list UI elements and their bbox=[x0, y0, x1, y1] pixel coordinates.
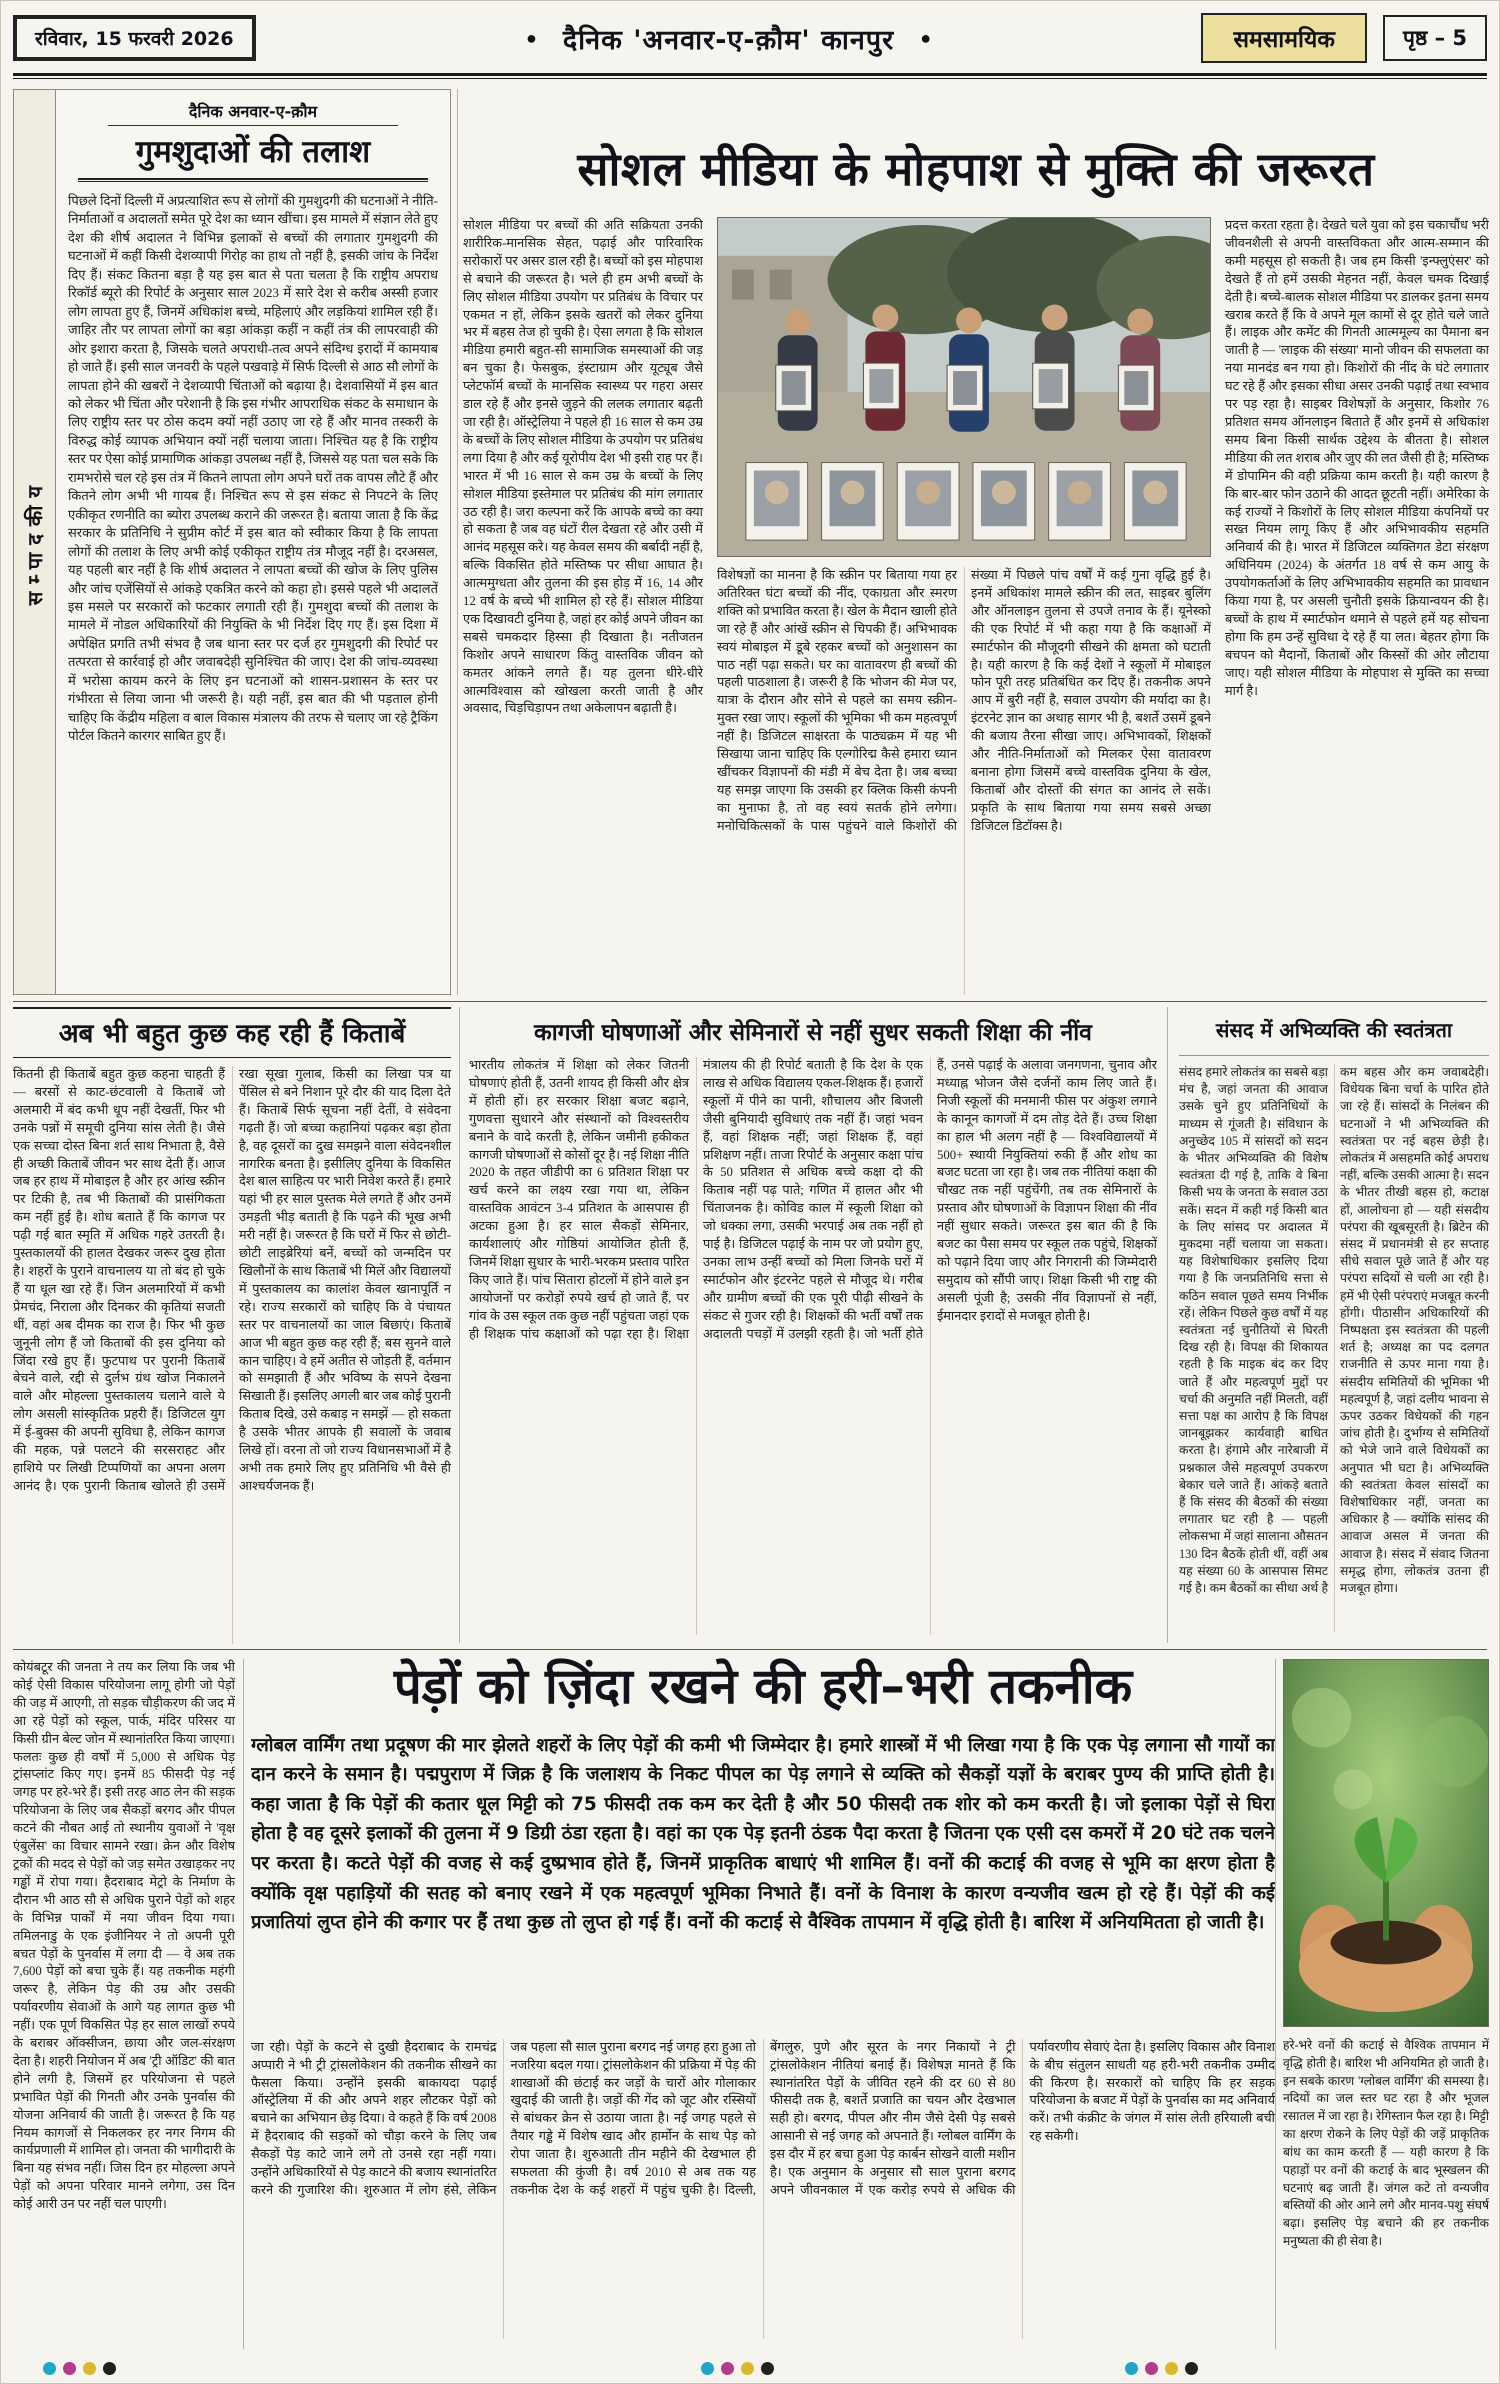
editorial-kicker: दैनिक अनवार-ए-क़ौम bbox=[108, 100, 398, 126]
trees-center bbox=[251, 1655, 1275, 2339]
social-column-left: सोशल मीडिया पर बच्चों की अति सक्रियता उनकी शारीरिक-मानसिक सेहत, पढ़ाई और पारिवारिक सरोकारों पर असर डाल रही है। बच्चों को इस मोहपाश से बचाने की जरूरत है। भले ही हम अभी बच्चों के लिए सोशल मीडिया उपयोग पर प्रतिबंध के विचार पर एकमत न हों, लेकिन इसके खतरों को लेकर दुनिया भर में बहस तेज हो चुकी है। ऐसा लगता है कि सोशल मीडिया हमारी बहुत-सी सामाजिक समस्याओं की जड़ बन चुका है। फेसबुक, इंस्टाग्राम और यूट्यूब जैसे प्लेटफॉर्म बच्चों के मानसिक स्वास्थ्य पर गहरा असर डाल रहे हैं और इनसे जुड़ने की ललक लगातार बढ़ती जा रही है। ऑस्ट्रेलिया ने पहले ही 16 साल से कम उम्र के बच्चों के लिए सोशल मीडिया के उपयोग पर प्रतिबंध लगा दिया है और कई यूरोपीय देश भी इसी राह पर हैं। भारत में भी 16 साल से कम उम्र के बच्चों के लिए सोशल मीडिया इस्तेमाल पर प्रतिबंध की मांग लगातार उठ रही है। जरा कल्पना करें कि आपके बच्चे का क्या हो सकता है जब वह घंटों रील देखता रहे और उसी में आनंद महसूस करे। यह केवल समय की बर्बादी नहीं है, बल्कि विकसित होते मस्तिष्क पर सीधा आघात है। आत्ममुग्धता और तुलना की इस होड़ में 16, 14 और 12 वर्ष के बच्चे भी शामिल हो रहे हैं। सोशल मीडिया एक दिखावटी दुनिया है, जहां हर कोई अपने जीवन का सबसे चमकदार हिस्सा ही दिखाता है। नतीजतन किशोर अपने साधारण किंतु वास्तविक जीवन को कमतर आंकने लगते हैं। यह तुलना धीरे-धीरे आत्मविश्वास को खोखला करती जाती है और अवसाद, चिड़चिड़ापन तथा अकेलापन बढ़ाती है। bbox=[463, 218, 703, 716]
education-headline: कागजी घोषणाओं और सेमिनारों से नहीं सुधर सकती शिक्षा की नींव bbox=[534, 1020, 1092, 1046]
social-headline: सोशल मीडिया के मोहपाश से मुक्ति की जरूरत bbox=[577, 142, 1375, 196]
parliament-body: संसद हमारे लोकतंत्र का सबसे बड़ा मंच है, जहां जनता की आवाज उसके चुने हुए प्रतिनिधियों के माध्यम से गूंजती है। संविधान के अनुच्छेद 105 में सांसदों को सदन के भीतर अभिव्यक्ति की विशेष स्वतंत्रता दी गई है, ताकि वे बिना किसी भय के जनता के सवाल उठा सकें। सदन में कही गई किसी बात के लिए सांसद पर अदालत में मुकदमा नहीं चलाया जा सकता। यह विशेषाधिकार इसलिए दिया गया है कि जनप्रतिनिधि सत्ता से कठिन सवाल पूछते समय निर्भीक रहें। लेकिन पिछले कुछ वर्षों में यह स्वतंत्रता नई चुनौतियों से घिरती दिख रही है। विपक्ष की शिकायत रहती है कि माइक बंद कर दिए जाते हैं और महत्वपूर्ण मुद्दों पर चर्चा की अनुमति नहीं मिलती, वहीं सत्ता पक्ष का आरोप है कि विपक्ष जानबूझकर कार्यवाही बाधित करता है। हंगामे और नारेबाजी में प्रश्नकाल जैसे महत्वपूर्ण उपकरण बेकार चले जाते हैं। आंकड़े बताते हैं कि संसद की बैठकों की संख्या लगातार घट रही है — पहली लोकसभा में जहां सालाना औसतन 130 दिन बैठकें होती थीं, वहीं अब यह संख्या 60 के आसपास सिमट गई है। कम बैठकों का सीधा अर्थ है कम बहस और कम जवाबदेही। विधेयक बिना चर्चा के पारित होते जा रहे हैं। सांसदों के निलंबन की घटनाओं ने भी अभिव्यक्ति की स्वतंत्रता पर नई बहस छेड़ी है। लोकतंत्र में असहमति कोई अपराध नहीं, बल्कि उसकी आत्मा है। सदन के भीतर तीखी बहस हो, कटाक्ष हों, आलोचना हो — यही संसदीय परंपरा की खूबसूरती है। ब्रिटेन की संसद में प्रधानमंत्री से हर सप्ताह सीधे सवाल पूछे जाते हैं और यह परंपरा सदियों से चली आ रही है। हमें भी ऐसी परंपराएं मजबूत करनी होंगी। पीठासीन अधिकारियों की निष्पक्षता इस स्वतंत्रता की पहली शर्त है; अध्यक्ष का पद दलगत राजनीति से ऊपर माना गया है। संसदीय समितियों की भूमिका भी महत्वपूर्ण है, जहां दलीय भावना से ऊपर उठकर विधेयकों की गहन जांच होती है। दुर्भाग्य से समितियों को भेजे जाने वाले विधेयकों का अनुपात भी घटा है। अभिव्यक्ति की स्वतंत्रता केवल सांसदों का विशेषाधिकार नहीं, जनता का अधिकार है — क्योंकि सांसद की आवाज असल में जनता की आवाज है। संसद में संवाद जितना समृद्ध होगा, लोकतंत्र उतना ही मजबूत होगा। bbox=[1179, 1065, 1489, 1596]
seedling-photo-illustration bbox=[1284, 1660, 1488, 2026]
page-number-label: पृष्ठ – 5 bbox=[1402, 26, 1467, 50]
trees-body: जा रही। पेड़ों के कटने से दुखी हैदराबाद के रामचंद्र अप्पारी ने भी ट्री ट्रांसलोकेशन की तकनीक सीखने का फैसला किया। उन्होंने इसकी बाकायदा पढ़ाई ऑस्ट्रेलिया में की और अपने शहर लौटकर पेड़ों को बचाने का अभियान छेड़ दिया। वे कहते हैं कि वर्ष 2008 में हैदराबाद की सड़कों को चौड़ा करने के लिए जब सैकड़ों पेड़ काटे जाने लगे तो उनसे रहा नहीं गया। उन्होंने अधिकारियों से पेड़ काटने की बजाय स्थानांतरित करने की गुजारिश की। शुरुआत में लोग हंसे, लेकिन जब पहला सौ साल पुराना बरगद नई जगह हरा हुआ तो नजरिया बदल गया। ट्रांसलोकेशन की प्रक्रिया में पेड़ की शाखाओं की छंटाई कर जड़ों के चारों ओर गोलाकार खुदाई की जाती है। जड़ों की गेंद को जूट और रस्सियों से बांधकर क्रेन से उठाया जाता है। नई जगह पहले से तैयार गड्ढे में विशेष खाद और हार्मोन के साथ पेड़ को रोपा जाता है। शुरुआती तीन महीने की देखभाल ही सफलता की कुंजी है। वर्ष 2010 से अब तक यह तकनीक देश के कई शहरों में पहुंच चुकी है। दिल्ली, बेंगलुरु, पुणे और सूरत के नगर निकायों ने ट्री ट्रांसलोकेशन नीतियां बनाई हैं। विशेषज्ञ मानते हैं कि स्थानांतरित पेड़ों के जीवित रहने की दर 60 से 80 फीसदी तक है, बशर्ते प्रजाति का चयन और देखभाल सही हो। बरगद, पीपल और नीम जैसे देसी पेड़ सबसे आसानी से नई जगह को अपनाते हैं। ग्लोबल वार्मिंग के इस दौर में हर बचा हुआ पेड़ कार्बन सोखने वाली मशीन है। एक अनुमान के अनुसार सौ साल पुराना बरगद अपने जीवनकाल में एक करोड़ रुपये से अधिक की पर्यावरणीय सेवाएं देता है। इसलिए विकास और विनाश के बीच संतुलन साधती यह हरी-भरी तकनीक उम्मीद की किरण है। सरकारों को चाहिए कि हर सड़क परियोजना के बजट में पेड़ों के पुनर्वास का मद अनिवार्य करें। तभी कंक्रीट के जंगल में सांस लेती हरियाली बची रह सकेगी। bbox=[251, 2039, 1275, 2197]
column-divider bbox=[457, 89, 458, 995]
vigil-photo bbox=[717, 217, 1211, 557]
editorial-title-rule bbox=[78, 178, 428, 182]
registration-marks-icon bbox=[43, 2362, 116, 2375]
parliament-article bbox=[1179, 1007, 1489, 1643]
vigil-photo-illustration bbox=[718, 218, 1210, 556]
education-article bbox=[469, 1007, 1157, 1643]
registration-marks-icon bbox=[701, 2362, 774, 2375]
parliament-headline: संसद में अभिव्यक्ति की स्वतंत्रता bbox=[1179, 1007, 1489, 1056]
books-body: कितनी ही किताबें बहुत कुछ कहना चाहती हैं — बरसों से काट-छंटवाली वे किताबें जो अलमारी में बंद कभी धूप नहीं देखतीं, फिर भी उनके पन्नों में समूची दुनिया सांस लेती है। जैसे एक सच्चा दोस्त बिना शर्त साथ निभाता है, वैसे ही अच्छी किताबें जीवन भर साथ देती हैं। आज जब हर हाथ में मोबाइल है और हर आंख स्क्रीन पर टिकी है, तब भी किताबों की प्रासंगिकता कम नहीं हुई है। शोध बताते हैं कि कागज पर पढ़ी गई बात स्मृति में अधिक गहरे उतरती है। पुस्तकालयों की हालत देखकर जरूर दुख होता है। शहरों के पुराने वाचनालय या तो बंद हो चुके हैं या धूल खा रहे हैं। जिन अलमारियों में कभी प्रेमचंद, निराला और दिनकर की कृतियां सजती थीं, वहां अब दीमक का राज है। फिर भी कुछ जुनूनी लोग हैं जो किताबों की इस दुनिया को जिंदा रखे हुए हैं। फुटपाथ पर पुरानी किताबें बेचने वाले, रद्दी से दुर्लभ ग्रंथ खोज निकालने वाले और मोहल्ला पुस्तकालय चलाने वाले ये लोग असली सांस्कृतिक प्रहरी हैं। डिजिटल युग में ई-बुक्स की अपनी सुविधा है, लेकिन कागज की महक, पन्ने पलटने की सरसराहट और हाशिये पर लिखी टिप्पणियों का अपना अलग आनंद है। एक पुरानी किताब खोलते ही उसमें रखा सूखा गुलाब, किसी का लिखा पत्र या पेंसिल से बने निशान पूरे दौर की याद दिला देते हैं। किताबें सिर्फ सूचना नहीं देतीं, वे संवेदना गढ़ती हैं। जो बच्चा कहानियां पढ़कर बड़ा होता है, वह दूसरों का दुख समझने वाला संवेदनशील नागरिक बनता है। इसीलिए दुनिया के विकसित देश बाल साहित्य पर भारी निवेश करते हैं। हमारे यहां भी हर साल पुस्तक मेले लगते हैं और उनमें उमड़ती भीड़ बताती है कि पढ़ने की भूख अभी मरी नहीं है। जरूरत है कि घरों में फिर से छोटी-छोटी लाइब्रेरियां बनें, बच्चों को जन्मदिन पर खिलौनों के साथ किताबें भी मिलें और विद्यालयों में पुस्तकालय का कालांश केवल खानापूर्ति न रहे। राज्य सरकारों को चाहिए कि वे पंचायत स्तर पर वाचनालयों का जाल बिछाएं। किताबें आज भी बहुत कुछ कह रही हैं; बस सुनने वाले कान चाहिए। वे हमें अतीत से जोड़ती हैं, वर्तमान को समझाती हैं और भविष्य के सपने देखना सिखाती हैं। इसलिए अगली बार जब कोई पुरानी किताब दिखे, उसे कबाड़ न समझें — हो सकता है उसके भीतर आपके ही सवालों के जवाब लिखे हों। वरना तो जो राज्य विधानसभाओं में है अभी तक हमारे लिए हुए प्रतिनिधि भी वैसे ही आश्चर्यजनक हैं। bbox=[13, 1067, 451, 1493]
bullet-icon: ● bbox=[920, 27, 932, 48]
editorial-body: पिछले दिनों दिल्ली में अप्रत्याशित रूप से लोगों की गुमशुदगी की घटनाओं ने नीति-निर्माताओं व अदालतों समेत पूरे देश का ध्यान खींचा। इस मामले में संज्ञान लेते हुए देश की शीर्ष अदालत ने विभिन्न इलाकों से बच्चों की लगातार गुमशुदगी की घटनाओं में कहीं किसी देशव्यापी गिरोह का हाथ तो नहीं है, इसकी जांच के निर्देश दिए हैं। संकट कितना बड़ा है यह इस बात से पता चलता है कि राष्ट्रीय अपराध रिकॉर्ड ब्यूरो की रिपोर्ट के अनुसार साल 2023 में सारे देश से करीब अस्सी हजार लोग लापता हुए हैं, जिनमें अधिकांश बच्चे, महिलाएं और लड़कियां शामिल रही हैं। जाहिर तौर पर लापता लोगों का बड़ा आंकड़ा कहीं न कहीं तंत्र की लापरवाही की ओर इशारा करता है, जिसके चलते अपराधी-तत्व अपने संदिग्ध इरादों में कामयाब हो जाते हैं। इसी साल जनवरी के पहले पखवाड़े में सिर्फ दिल्ली से आठ सौ लोगों के लापता होने की खबरों ने देशव्यापी चिंताओं को बढ़ाया है। देशवासियों में इस बात को लेकर भी चिंता और परेशानी है कि इस गंभीर आपराधिक संकट के समाधान के लिए राष्ट्रीय स्तर पर ठोस कदम क्यों नहीं उठाए जा रहे हैं और मानव तस्करी के विरुद्ध कोई व्यापक अभियान क्यों नहीं चलाया जाता। निश्चित यह है कि राष्ट्रीय स्तर पर ऐसा कोई प्रामाणिक आंकड़ा उपलब्ध नहीं है, जिससे यह पता चल सके कि रामभरोसे चल रहे इस तंत्र में कितने लापता लोग अपने घरों तक वापस लौटे हैं और कितने लोग अभी भी गायब हैं। निश्चित रूप से इस संकट से निपटने के लिए एकीकृत रणनीति का ब्योरा उपलब्ध कराने की जरूरत है। बताया जाता है कि केंद्र सरकार के प्रतिनिधि ने सुप्रीम कोर्ट में इस बात को स्वीकार किया है कि लापता लोगों की तलाश के लिए अभी कोई एकीकृत राष्ट्रीय तंत्र मौजूद नहीं है। दरअसल, यह पहली बार नहीं है कि शीर्ष अदालत ने लापता बच्चों की खोज के लिए पुलिस और जांच एजेंसियों से आंकड़े एकत्रित करने को कहा हो। इससे पहले भी अदालतें इस मसले पर सरकारों को फटकार लगाती रही हैं। गुमशुदा बच्चों की तलाश के मामले में नोडल अधिकारियों की नियुक्ति के भी निर्देश दिए गए हैं। इस दिशा में अपेक्षित प्रगति तभी संभव है जब थाना स्तर पर दर्ज हर गुमशुदगी की रिपोर्ट पर तत्परता से कार्रवाई हो और जवाबदेही सुनिश्चित की जाए। देश की जांच-व्यवस्था में भरोसा कायम करने के लिए इन घटनाओं को शासन-प्रशासन के स्तर पर गंभीरता से लिया जाना भी जरूरी है। यही नहीं, इस बात की भी पड़ताल होनी चाहिए कि केंद्रीय महिला व बाल विकास मंत्रालय की तरफ से चलाए जा रहे ट्रैकिंग पोर्टल कितने कारगर साबित हुए हैं। bbox=[68, 193, 438, 744]
trees-lead: ग्लोबल वार्मिंग तथा प्रदूषण की मार झेलते शहरों के लिए पेड़ों की कमी भी जिम्मेदार है। हमारे शास्त्रों में भी लिखा गया है कि एक पेड़ लगाना सौ गायों का दान करने के समान है। पद्मपुराण में जिक्र है कि जलाशय के निकट पीपल का पेड़ लगाने से व्यक्ति को सैकड़ों यज्ञों के बराबर पुण्य की प्राप्ति होती है। कहा जाता है कि पेड़ों की कतार धूल मिट्टी को 75 फीसदी तक कम कर देती है और 50 फीसदी तक शोर को कम करती है। जो इलाका पेड़ों से घिरा होता है वह दूसरे इलाकों की तुलना में 9 डिग्री ठंडा रहता है। वहां का एक पेड़ इतनी ठंडक पैदा करता है जितना एक एसी दस कमरों में 20 घंटे तक चलने पर करता है। कटते पेड़ों की वजह से कई दुष्प्रभाव होते हैं, जिनमें प्राकृतिक बाधाएं भी शामिल हैं। वनों की कटाई की वजह से भूमि का क्षरण होता है क्योंकि वृक्ष पहाड़ियों की सतह को बनाए रखने में एक महत्वपूर्ण भूमिका निभाते हैं। वनों के विनाश के कारण वन्यजीव खत्म हो रहे हैं। पेड़ों की कई प्रजातियां लुप्त होने की कगार पर हैं तथा कुछ तो लुप्त हो गई हैं। वनों की कटाई से वैश्विक तापमान में वृद्धि होती है। बारिश में अनियमितता हो जाती है। bbox=[251, 1734, 1275, 1934]
page-number-box bbox=[1383, 15, 1487, 61]
social-media-article bbox=[463, 89, 1489, 995]
section-divider bbox=[13, 1649, 1487, 1650]
date-box bbox=[13, 15, 256, 61]
registration-marks-icon bbox=[1125, 2362, 1198, 2375]
column-divider bbox=[1167, 1007, 1168, 1643]
books-article bbox=[13, 1007, 451, 1643]
column-divider bbox=[243, 1659, 244, 2349]
masthead-title: दैनिक 'अनवार-ए-क़ौम' कानपुर bbox=[562, 24, 895, 56]
trees-column-left: कोयंबटूर की जनता ने तय कर लिया कि जब भी कोई ऐसी विकास परियोजना लागू होगी जो पेड़ों की जड़ में आएगी, तो सड़क चौड़ीकरण की जद में आ रहे पेड़ों को स्कूल, पार्क, मंदिर परिसर या किसी ग्रीन बेल्ट जोन में स्थानांतरित किया जाएगा। फलतः कुछ ही वर्षों में 5,000 से अधिक पेड़ ट्रांसप्लांट किए गए। इनमें 85 फीसदी पेड़ नई जगह पर हरे-भरे हैं। इसी तरह आठ लेन की सड़क परियोजना के लिए जब सैकड़ों बरगद और पीपल कटने की नौबत आई तो स्थानीय युवाओं ने 'वृक्ष एंबुलेंस' का विचार सामने रखा। क्रेन और विशेष ट्रकों की मदद से पेड़ों को जड़ समेत उखाड़कर नए गड्ढों में रोपा गया। हैदराबाद मेट्रो के निर्माण के दौरान भी आठ सौ से अधिक पुराने पेड़ों को शहर के विभिन्न पार्कों में नया जीवन दिया गया। तमिलनाडु के एक इंजीनियर ने तो अपनी पूरी बचत पेड़ों के पुनर्वास में लगा दी — वे अब तक 7,600 पेड़ों को बचा चुके हैं। यह तकनीक महंगी जरूर है, लेकिन पेड़ की उम्र और उसकी पर्यावरणीय सेवाओं के आगे यह लागत कुछ भी नहीं। एक पूर्ण विकसित पेड़ हर साल लाखों रुपये के बराबर ऑक्सीजन, छाया और जल-संरक्षण देता है। शहरी नियोजन में अब 'ट्री ऑडिट' की बात होने लगी है, जिसमें हर परियोजना से पहले प्रभावित पेड़ों की गिनती और उनके पुनर्वास की योजना अनिवार्य की जाती है। जरूरत है कि यह नियम कागजों से निकलकर हर नगर निगम की कार्यप्रणाली में शामिल हो। जनता की भागीदारी के बिना यह संभव नहीं। जिस दिन हर मोहल्ला अपने पेड़ों को अपना परिवार मानने लगेगा, उस दिन कोई आरी उन पर नहीं चल पाएगी। bbox=[13, 1660, 235, 2212]
masthead bbox=[272, 20, 1186, 57]
social-column-right: प्रदत्त करता रहता है। देखते चले युवा को इस चकाचौंध भरी जीवनशैली से अपनी वास्तविकता और आत्म-सम्मान की कमी महसूस हो सकती है। जब हम किसी 'इन्फ्लुएंसर' को देखते हैं तो हमें उसकी मेहनत नहीं, केवल चमक दिखाई देती है। बच्चे-बालक सोशल मीडिया पर डालकर इतना समय खराब करते हैं कि वे अपने मूल कामों से दूर होते चले जाते हैं। लाइक और कमेंट की गिनती आत्ममूल्य का पैमाना बन जाती है — 'लाइक की संख्या' मानो जीवन की सफलता का नया मानदंड बन गया हो। किशोरों की नींद के घंटे लगातार घट रहे हैं और इसका सीधा असर उनकी पढ़ाई तथा स्वभाव पर पड़ रहा है। साइबर विशेषज्ञों के अनुसार, किशोर 76 प्रतिशत समय ऑनलाइन बिताते हैं और इनमें से अधिकांश समय बिना किसी सार्थक उद्देश्य के बीतता है। सोशल मीडिया की लत शराब और जुए की लत जैसी ही है; मस्तिष्क में डोपामिन की वही प्रक्रिया काम करती है। यही कारण है कि बार-बार फोन उठाने की आदत छूटती नहीं। अमेरिका के कई राज्यों ने किशोरों के लिए सोशल मीडिया कंपनियों पर सख्त नियम लागू किए हैं और अभिभावकीय सहमति अनिवार्य की है। भारत में डिजिटल व्यक्तिगत डेटा संरक्षण अधिनियम (2024) के अंतर्गत 18 वर्ष से कम आयु के उपयोगकर्ताओं के लिए अभिभावकीय सहमति का प्रावधान किया गया है, पर असली चुनौती इसके क्रियान्वयन की है। बच्चों के हाथ में स्मार्टफोन थमाने से पहले हमें यह सोचना होगा कि हम उन्हें सुविधा दे रहे हैं या लत। बेहतर होगा कि बचपन को मैदानों, किताबों और किस्सों की ओर लौटाया जाए। यही सोशल मीडिया के मोहपाश से मुक्ति का सच्चा मार्ग है। bbox=[1225, 218, 1489, 698]
trees-headline: पेड़ों को ज़िंदा रखने की हरी–भरी तकनीक bbox=[393, 1658, 1133, 1715]
section-divider bbox=[13, 1001, 1487, 1002]
header-rule bbox=[13, 73, 1487, 79]
social-column-middle: विशेषज्ञों का मानना है कि स्क्रीन पर बिताया गया हर अतिरिक्त घंटा बच्चों की नींद, एकाग्रता और स्मरण शक्ति को प्रभावित करता है। खेल के मैदान खाली होते जा रहे हैं और आंखें स्क्रीन से चिपकी हैं। अभिभावक स्वयं मोबाइल में डूबे रहकर बच्चों को अनुशासन का पाठ नहीं पढ़ा सकते। घर का वातावरण ही बच्चों की पहली पाठशाला है। जरूरी है कि भोजन की मेज पर, यात्रा के दौरान और सोने से पहले का समय स्क्रीन-मुक्त रखा जाए। स्कूलों की भूमिका भी कम महत्वपूर्ण नहीं है। डिजिटल साक्षरता के पाठ्यक्रम में यह भी सिखाया जाना चाहिए कि एल्गोरिद्म कैसे हमारा ध्यान खींचकर विज्ञापनों की मंडी में बेच देता है। जब बच्चा यह समझ जाएगा कि उसकी हर क्लिक किसी कंपनी का मुनाफा है, तो वह स्वयं सतर्क होने लगेगा। मनोचिकित्सकों के पास पहुंचने वाले किशोरों की संख्या में पिछले पांच वर्षों में कई गुना वृद्धि हुई है। इनमें अधिकांश मामले स्क्रीन की लत, साइबर बुलिंग और ऑनलाइन तुलना से उपजे तनाव के हैं। यूनेस्को की एक रिपोर्ट में भी कहा गया है कि कक्षाओं में स्मार्टफोन की मौजूदगी सीखने की क्षमता को घटाती है। यही कारण है कि कई देशों ने स्कूलों में मोबाइल फोन पूरी तरह प्रतिबंधित कर दिए हैं। तकनीक अपने आप में बुरी नहीं है, सवाल उपयोग की मर्यादा का है। इंटरनेट ज्ञान का अथाह सागर भी है, बशर्ते उसमें डूबने की बजाय तैरना सीखा जाए। अभिभावकों, शिक्षकों और नीति-निर्माताओं को मिलकर ऐसा वातावरण बनाना होगा जिसमें बच्चे वास्तविक दुनिया के खेल, किताबों और दोस्तों की संगत का आनंद ले सकें। प्रकृति के साथ बिताया गया समय सबसे अच्छा डिजिटल डिटॉक्स है। bbox=[717, 568, 1211, 833]
books-headline: अब भी बहुत कुछ कह रही हैं किताबें bbox=[13, 1007, 451, 1058]
section-badge bbox=[1201, 13, 1367, 63]
column-divider bbox=[1275, 1659, 1276, 2349]
trees-article bbox=[13, 1655, 1489, 2355]
trees-right bbox=[1283, 1659, 1489, 2337]
date-text: रविवार, 15 फरवरी 2026 bbox=[35, 28, 234, 50]
editorial-article bbox=[13, 89, 451, 995]
seedling-photo bbox=[1283, 1659, 1489, 2027]
column-divider bbox=[459, 1007, 460, 1643]
editorial-title: गुमशुदाओं की तलाश bbox=[135, 134, 371, 170]
social-body bbox=[463, 217, 1489, 995]
editorial-strip bbox=[14, 90, 56, 994]
social-middle bbox=[717, 217, 1211, 995]
page-header bbox=[13, 11, 1487, 65]
editorial-strip-label: सम्पादकीय bbox=[23, 478, 47, 606]
editorial-main bbox=[56, 90, 450, 994]
bullet-icon: ● bbox=[525, 27, 537, 48]
section-label: समसामयिक bbox=[1233, 27, 1335, 53]
seedling-caption: हरे-भरे वनों की कटाई से वैश्विक तापमान में वृद्धि होती है। बारिश भी अनियमित हो जाती है। इन सबके कारण 'ग्लोबल वार्मिंग' की समस्या है। नदियों का जल स्तर घट रहा है और भूजल रसातल में जा रहा है। रेगिस्तान फैल रहा है। मिट्टी का क्षरण रोकने के लिए पेड़ों की जड़ें प्राकृतिक बांध का काम करती हैं — यही कारण है कि पहाड़ों पर वनों की कटाई के बाद भूस्खलन की घटनाएं बढ़ जाती हैं। जंगल कटे तो वन्यजीव बस्तियों की ओर आने लगे और मानव-पशु संघर्ष बढ़ा। इसलिए पेड़ बचाने की हर तकनीक मनुष्यता की ही सेवा है। bbox=[1283, 2038, 1489, 2248]
education-body: भारतीय लोकतंत्र में शिक्षा को लेकर जितनी घोषणाएं होती हैं, उतनी शायद ही किसी और क्षेत्र में होती हों। हर सरकार शिक्षा बजट बढ़ाने, गुणवत्ता सुधारने और संस्थानों को विश्वस्तरीय बनाने के वादे करती है, लेकिन जमीनी हकीकत कागजी घोषणाओं से कोसों दूर है। नई शिक्षा नीति 2020 के तहत जीडीपी का 6 प्रतिशत शिक्षा पर खर्च करने का लक्ष्य रखा गया था, लेकिन वास्तविक आवंटन 3-4 प्रतिशत के आसपास ही अटका हुआ है। हर साल सैकड़ों सेमिनार, कार्यशालाएं और गोष्ठियां आयोजित होती हैं, जिनमें शिक्षा सुधार के भारी-भरकम प्रस्ताव पारित किए जाते हैं। पांच सितारा होटलों में होने वाले इन आयोजनों पर करोड़ों रुपये खर्च हो जाते हैं, पर गांव के उस स्कूल तक कुछ नहीं पहुंचता जहां एक ही शिक्षक पांच कक्षाओं को पढ़ा रहा है। शिक्षा मंत्रालय की ही रिपोर्ट बताती है कि देश के एक लाख से अधिक विद्यालय एकल-शिक्षक हैं। हजारों स्कूलों में पीने का पानी, शौचालय और बिजली जैसी बुनियादी सुविधाएं तक नहीं हैं। जहां भवन हैं, वहां शिक्षक नहीं; जहां शिक्षक हैं, वहां प्रशिक्षण नहीं। ताजा रिपोर्ट के अनुसार कक्षा पांच के 50 प्रतिशत से अधिक बच्चे कक्षा दो की किताब नहीं पढ़ पाते; गणित में हालत और भी चिंताजनक है। कोविड काल में स्कूली शिक्षा को जो धक्का लगा, उसकी भरपाई अब तक नहीं हो पाई है। डिजिटल पढ़ाई के नाम पर जो प्रयोग हुए, उनका लाभ उन्हीं बच्चों को मिला जिनके घरों में स्मार्टफोन और इंटरनेट पहले से मौजूद थे। गरीब और ग्रामीण बच्चों की एक पूरी पीढ़ी सीखने के संकट से गुजर रही है। शिक्षकों की भर्ती वर्षों तक अदालती पचड़ों में उलझी रहती है। जो भर्ती होते हैं, उनसे पढ़ाई के अलावा जनगणना, चुनाव और मध्याह्न भोजन जैसे दर्जनों काम लिए जाते हैं। निजी स्कूलों की मनमानी फीस पर अंकुश लगाने के कानून कागजों में दम तोड़ देते हैं। उच्च शिक्षा का हाल भी अलग नहीं है — विश्वविद्यालयों में 500+ स्थायी नियुक्तियां रुकी हैं और शोध का बजट घटता जा रहा है। जब तक नीतियां कक्षा की चौखट तक नहीं पहुंचेंगी, तब तक सेमिनारों के प्रस्ताव और घोषणाओं के विज्ञापन शिक्षा की नींव नहीं सुधार सकते। जरूरत इस बात की है कि बजट का पैसा समय पर स्कूल तक पहुंचे, शिक्षकों को पढ़ाने दिया जाए और निगरानी की जिम्मेदारी समुदाय को सौंपी जाए। शिक्षा किसी भी राष्ट्र की असली पूंजी है; उसकी नींव विज्ञापनों से नहीं, ईमानदार इरादों से मजबूत होती है। bbox=[469, 1058, 1157, 1341]
